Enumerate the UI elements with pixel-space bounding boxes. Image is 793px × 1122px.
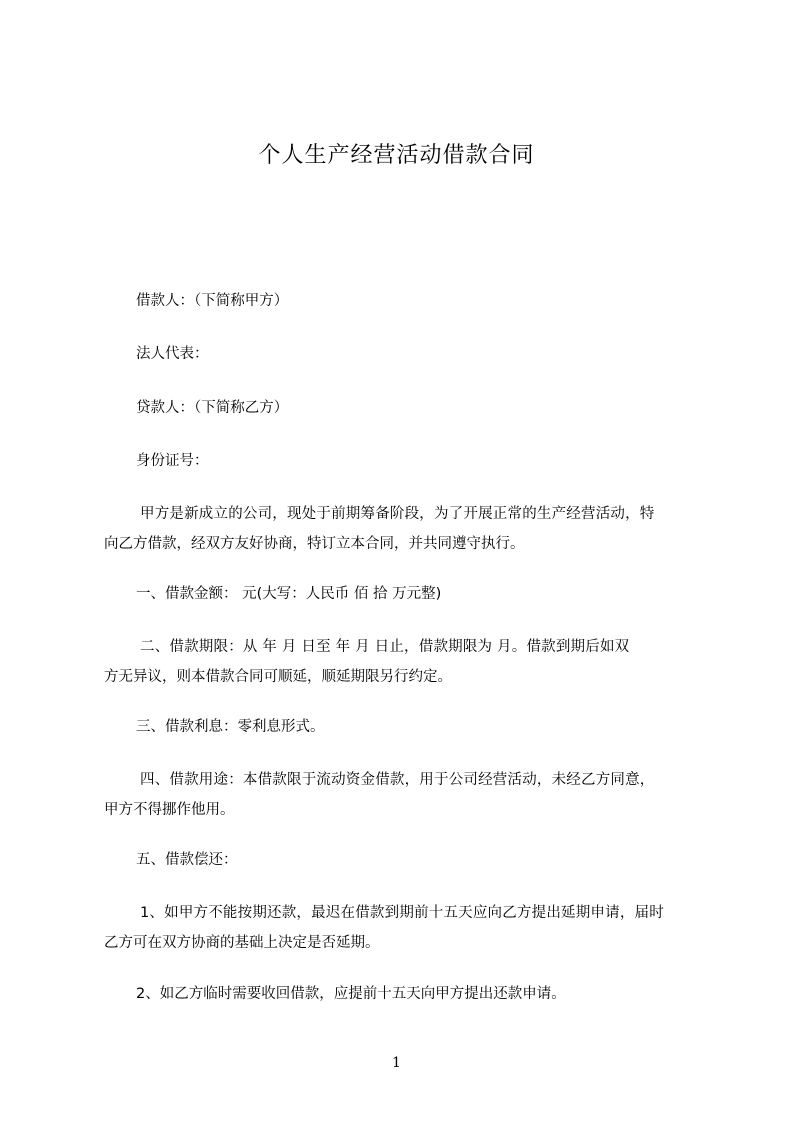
legal-representative-line: 法人代表： [136,346,209,362]
clause-loan-amount: 一、借款金额： 元(大写：人民币 佰 拾 万元整) [136,586,442,602]
clause-loan-purpose-line-1: 四、借款用途：本借款限于流动资金借款，用于公司经营活动，未经乙方同意， [140,772,655,788]
clause-loan-interest: 三、借款利息：零利息形式。 [136,719,325,735]
intro-paragraph [104,499,704,559]
intro-line-2: 向乙方借款，经双方友好协商，特订立本合同，并共同遵守执行。 [104,536,525,552]
repayment-item-1 [104,898,704,958]
clause-loan-purpose [104,765,704,825]
clause-loan-term-line-1: 二、借款期限：从 年 月 日至 年 月 日止，借款期限为 月。借款到期后如双 [140,639,630,655]
intro-line-1: 甲方是新成立的公司，现处于前期筹备阶段，为了开展正常的生产经营活动，特 [140,506,655,522]
repayment-item-2: 2、如乙方临时需要收回借款，应提前十五天向甲方提出还款申请。 [136,986,566,1002]
repayment-item-1-line-2: 乙方可在双方协商的基础上决定是否延期。 [104,935,380,951]
id-number-line: 身份证号： [136,453,209,469]
clause-repayment: 五、借款偿还： [136,852,238,868]
clause-loan-term [104,632,704,692]
lender-line: 贷款人：（下简称乙方） [136,400,289,416]
clause-loan-purpose-line-2: 甲方不得挪作他用。 [104,802,235,818]
document-title: 个人生产经营活动借款合同 [258,143,535,168]
page-number: 1 [392,1055,401,1071]
borrower-line: 借款人：（下简称甲方） [136,293,289,309]
clause-loan-term-line-2: 方无异议，则本借款合同可顺延，顺延期限另行约定。 [104,669,452,685]
repayment-item-1-line-1: 1、如甲方不能按期还款，最迟在借款到期前十五天应向乙方提出延期申请，届时 [140,905,664,921]
